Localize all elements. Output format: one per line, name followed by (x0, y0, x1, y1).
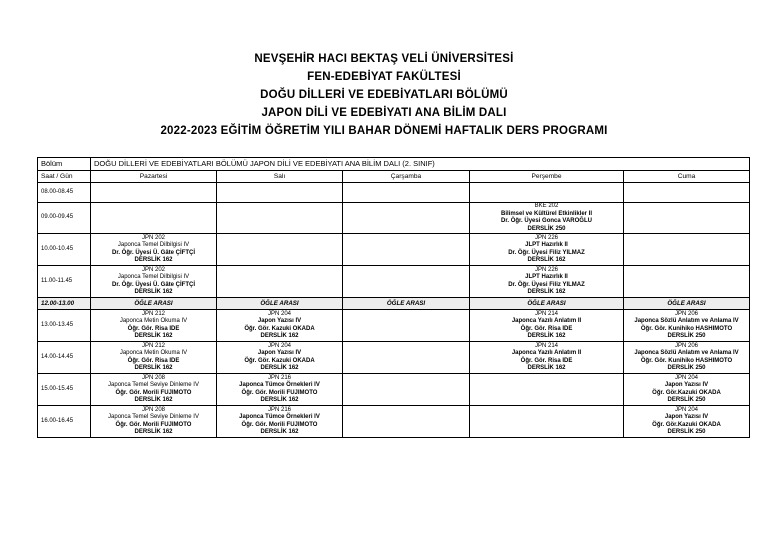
course-name: Japonca Temel Seviye Dinleme IV (108, 414, 199, 421)
class-cell (217, 406, 343, 438)
lunch-label: ÖĞLE ARASI (470, 298, 624, 310)
course-code: JPN 204 (267, 342, 291, 349)
class-cell (91, 203, 217, 234)
class-cell (217, 266, 343, 298)
instructor-name: Öğr. Gör. Risa IDE (520, 357, 573, 364)
time-slot: 08.00-08.45 (38, 183, 91, 203)
class-cell (343, 406, 470, 438)
class-cell (624, 234, 750, 266)
class-cell (343, 374, 470, 406)
lunch-row (38, 298, 750, 310)
course-code: JPN 202 (141, 266, 165, 273)
class-cell (624, 266, 750, 298)
classroom: DERSLİK 250 (667, 333, 706, 340)
time-slot-row (38, 234, 750, 266)
class-cell (624, 310, 750, 342)
bolum-row (38, 158, 750, 171)
class-cell (343, 203, 470, 234)
course-name: Japon Yazısı IV (257, 318, 302, 325)
classroom: DERSLİK 162 (527, 257, 566, 264)
class-cell (91, 406, 217, 438)
time-header: Saat / Gün (38, 171, 91, 183)
course-code: JPN 212 (141, 342, 165, 349)
class-cell (91, 266, 217, 298)
course-code: JPN 208 (141, 406, 165, 413)
class-cell (343, 234, 470, 266)
instructor-name: Öğr. Gör. Kunihiko HASHIMOTO (640, 357, 733, 364)
lunch-label: ÖĞLE ARASI (91, 298, 217, 310)
instructor-name: Dr. Öğr. Üyesi Filiz YILMAZ (508, 281, 585, 288)
course-name: Japonca Sözlü Anlatım ve Anlama IV (634, 350, 739, 357)
instructor-name: Öğr. Gör.Kazuki OKADA (652, 421, 721, 428)
course-name: Japonca Yazılı Anlatım II (511, 318, 582, 325)
bolum-value: DOĞU DİLLERİ VE EDEBİYATLARI BÖLÜMÜ JAPON DİLİ VE EDEBİYATI ANA BİLİM DALI (2. SINIF) (91, 158, 750, 171)
class-cell (470, 310, 624, 342)
instructor-name: Öğr. Gör. Kunihiko HASHIMOTO (640, 325, 733, 332)
lunch-label: ÖĞLE ARASI (217, 298, 343, 310)
classroom: DERSLİK 162 (527, 365, 566, 372)
time-slot-row (38, 203, 750, 234)
course-code: JPN 214 (534, 342, 558, 349)
course-name: Japon Yazısı IV (664, 382, 709, 389)
class-cell (470, 406, 624, 438)
time-slot: 10.00-10.45 (38, 234, 91, 266)
classroom: DERSLİK 162 (134, 333, 173, 340)
course-name: JLPT Hazırlık II (525, 274, 568, 281)
class-cell (217, 234, 343, 266)
instructor-name: Öğr. Gör. Risa IDE (520, 325, 573, 332)
classroom: DERSLİK 250 (667, 429, 706, 436)
course-code: JPN 216 (267, 374, 291, 381)
classroom: DERSLİK 162 (527, 333, 566, 340)
course-name: Japonca Tümce Örnekleri IV (239, 382, 320, 389)
course-code: JPN 206 (675, 342, 699, 349)
course-code: JPN 214 (534, 310, 558, 317)
class-cell (217, 203, 343, 234)
class-cell (217, 342, 343, 374)
course-name: Japonca Sözlü Anlatım ve Anlama IV (634, 318, 739, 325)
document-header (0, 50, 768, 140)
time-slot-row (38, 406, 750, 438)
course-name: Japonca Tümce Örnekleri IV (239, 414, 320, 421)
course-name: Japonca Metin Okuma IV (119, 318, 188, 325)
instructor-name: Öğr. Gör. Morili FUJIMOTO (115, 389, 192, 396)
instructor-name: Öğr. Gör. Morili FUJIMOTO (241, 421, 318, 428)
class-cell (624, 374, 750, 406)
class-cell (470, 266, 624, 298)
course-code: JPN 204 (675, 406, 699, 413)
time-slot: 16.00-16.45 (38, 406, 91, 438)
classroom: DERSLİK 250 (667, 397, 706, 404)
course-name: Japonca Temel Seviye Dinleme IV (108, 382, 199, 389)
day-header: Perşembe (470, 171, 624, 183)
lunch-time: 12.00-13.00 (38, 298, 91, 310)
classroom: DERSLİK 162 (260, 429, 299, 436)
course-code: JPN 202 (141, 234, 165, 241)
classroom: DERSLİK 162 (260, 397, 299, 404)
classroom: DERSLİK 162 (134, 257, 173, 264)
class-cell (624, 342, 750, 374)
course-code: JPN 216 (267, 406, 291, 413)
time-slot-row (38, 183, 750, 203)
time-slot: 15.00-15.45 (38, 374, 91, 406)
lunch-label: ÖĞLE ARASI (343, 298, 470, 310)
classroom: DERSLİK 162 (260, 365, 299, 372)
classroom: DERSLİK 162 (134, 365, 173, 372)
class-cell (343, 183, 470, 203)
instructor-name: Öğr. Gör. Risa IDE (127, 357, 180, 364)
instructor-name: Öğr. Gör. Risa IDE (127, 325, 180, 332)
instructor-name: Öğr. Gör. Morili FUJIMOTO (115, 421, 192, 428)
time-slot-row (38, 266, 750, 298)
class-cell (624, 203, 750, 234)
university-title: NEVŞEHİR HACI BEKTAŞ VELİ ÜNİVERSİTESİ (254, 53, 514, 65)
classroom: DERSLİK 162 (134, 289, 173, 296)
class-cell (217, 310, 343, 342)
time-slot: 11.00-11.45 (38, 266, 91, 298)
class-cell (91, 183, 217, 203)
time-slot-row (38, 374, 750, 406)
lunch-label: ÖĞLE ARASI (624, 298, 750, 310)
course-name: JLPT Hazırlık II (525, 242, 568, 249)
instructor-name: Öğr. Gör. Morili FUJIMOTO (241, 389, 318, 396)
course-code: JPN 212 (141, 310, 165, 317)
course-code: JPN 208 (141, 374, 165, 381)
instructor-name: Öğr. Gör. Kazuki OKADA (244, 325, 315, 332)
day-header: Salı (217, 171, 343, 183)
class-cell (91, 310, 217, 342)
classroom: DERSLİK 250 (667, 365, 706, 372)
course-name: Japonca Temel Dilbilgisi IV (117, 274, 190, 281)
instructor-name: Dr. Öğr. Üyesi Ü. Gâte ÇİFTÇİ (111, 249, 196, 256)
day-header: Pazartesi (91, 171, 217, 183)
course-name: Japonca Metin Okuma IV (119, 350, 188, 357)
class-cell (470, 183, 624, 203)
class-cell (624, 406, 750, 438)
classroom: DERSLİK 250 (527, 225, 566, 232)
day-header-row (38, 171, 750, 183)
course-name: Bilimsel ve Kültürel Etkinlikler II (500, 210, 593, 217)
classroom: DERSLİK 162 (134, 429, 173, 436)
class-cell (91, 374, 217, 406)
course-code: JPN 204 (267, 310, 291, 317)
bolum-label: Bölüm (38, 158, 91, 171)
course-name: Japon Yazısı IV (257, 350, 302, 357)
time-slot-row (38, 310, 750, 342)
class-cell (470, 342, 624, 374)
day-header: Çarşamba (343, 171, 470, 183)
classroom: DERSLİK 162 (260, 333, 299, 340)
class-cell (91, 234, 217, 266)
class-cell (217, 183, 343, 203)
schedule-table (37, 157, 750, 438)
class-cell (343, 310, 470, 342)
time-slot: 09.00-09.45 (38, 203, 91, 234)
classroom: DERSLİK 162 (527, 289, 566, 296)
class-cell (470, 374, 624, 406)
course-code: JPN 204 (675, 374, 699, 381)
instructor-name: Dr. Öğr. Üyesi Ü. Gâte ÇİFTÇİ (111, 281, 196, 288)
class-cell (217, 374, 343, 406)
course-code: JPN 206 (675, 310, 699, 317)
day-header: Cuma (624, 171, 750, 183)
division-title: JAPON DİLİ VE EDEBİYATI ANA BİLİM DALI (261, 107, 507, 119)
schedule-body (38, 158, 750, 438)
faculty-title: FEN-EDEBİYAT FAKÜLTESİ (307, 71, 461, 83)
course-name: Japonca Temel Dilbilgisi IV (117, 242, 190, 249)
instructor-name: Dr. Öğr. Üyesi Gonca VAROĞLU (501, 218, 592, 225)
department-title: DOĞU DİLLERİ VE EDEBİYATLARI BÖLÜMÜ (260, 89, 508, 101)
course-code: BKE 202 (534, 203, 559, 209)
class-cell (470, 234, 624, 266)
time-slot: 13.00-13.45 (38, 310, 91, 342)
class-cell (624, 183, 750, 203)
time-slot: 14.00-14.45 (38, 342, 91, 374)
instructor-name: Öğr. Gör.Kazuki OKADA (652, 389, 721, 396)
classroom: DERSLİK 162 (134, 397, 173, 404)
instructor-name: Dr. Öğr. Üyesi Filiz YILMAZ (508, 249, 585, 256)
class-cell (91, 342, 217, 374)
class-cell (343, 266, 470, 298)
course-name: Japon Yazısı IV (664, 414, 709, 421)
program-title: 2022-2023 EĞİTİM ÖĞRETİM YILI BAHAR DÖNEMİ HAFTALIK DERS PROGRAMI (160, 125, 608, 137)
class-cell (343, 342, 470, 374)
class-cell (470, 203, 624, 234)
course-code: JPN 226 (534, 266, 558, 273)
instructor-name: Öğr. Gör. Kazuki OKADA (244, 357, 315, 364)
course-code: JPN 226 (534, 234, 558, 241)
course-name: Japonca Yazılı Anlatım II (511, 350, 582, 357)
time-slot-row (38, 342, 750, 374)
